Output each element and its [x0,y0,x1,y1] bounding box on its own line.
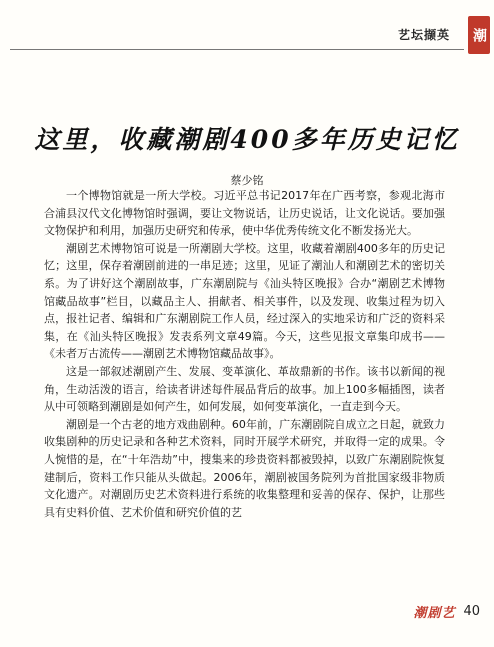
paragraph: 这是一部叙述潮剧产生、发展、变革演化、革故鼎新的书作。该书以新闻的视角，生动活泼的语言，给读者讲述每件展品背后的故事。加上100多幅插图，读者从中可领略到潮剧是如何产生，如何发展，如何变革演化，一直走到今天。 [44,364,445,414]
article-title: 这里，收藏潮剧400多年历史记忆 [34,125,460,154]
header-rule [10,49,464,50]
magazine-logo: 潮剧艺 [413,605,456,621]
article-body [44,187,445,521]
page-number: 40 [463,603,480,619]
article-author: 蔡少铭 [230,174,264,187]
section-label: 艺坛撷英 [397,28,450,42]
paragraph: 潮剧艺术博物馆可说是一所潮剧大学校。这里，收藏着潮剧400多年的历史记忆；这里，保存着潮剧前进的一串足迹；这里，见证了潮汕人和潮剧艺术的密切关系。为了讲好这个潮剧故事，广东潮剧院与《汕头特区晚报》合办“潮剧艺术博物馆藏品故事”栏目，以藏品主人、捐献者、相关事件，以及发现、收集过程为切入点，报社记者、编辑和广东潮剧院工作人员，经过深入的实地采访和广泛的资料采集，在《汕头特区晚报》发表系列文章49篇。今天，这些见报文章集印成书——《未者万古流传——潮剧艺术博物馆藏品故事》。 [44,241,445,361]
paragraph: 一个博物馆就是一所大学校。习近平总书记2017年在广西考察，参观北海市合浦县汉代文化博物馆时强调，要让文物说话，让历史说话，让文化说话。要加强文物保护和利用，加强历史研究和传承，使中华优秀传统文化不断发扬光大。 [44,189,445,238]
seal-icon: 潮 [468,16,490,54]
paragraph: 潮剧是一个古老的地方戏曲剧种。60年前，广东潮剧院自成立之日起，就致力收集剧种的历史记录和各种艺术资料，同时开展学术研究，并取得一定的成果。令人惋惜的是，在“十年浩劫”中，搜集来的珍贵资料都被毁掉，以致广东潮剧院恢复建制后，资料工作只能从头做起。2006年，潮剧被国务院列为首批国家级非物质文化遗产。对潮剧历史艺术资料进行系统的收集整理和妥善的保存、保护，让那些具有史料价值、艺术价值和研究价值的艺 [44,417,445,519]
page-footer [413,601,480,621]
page-header [0,22,494,50]
